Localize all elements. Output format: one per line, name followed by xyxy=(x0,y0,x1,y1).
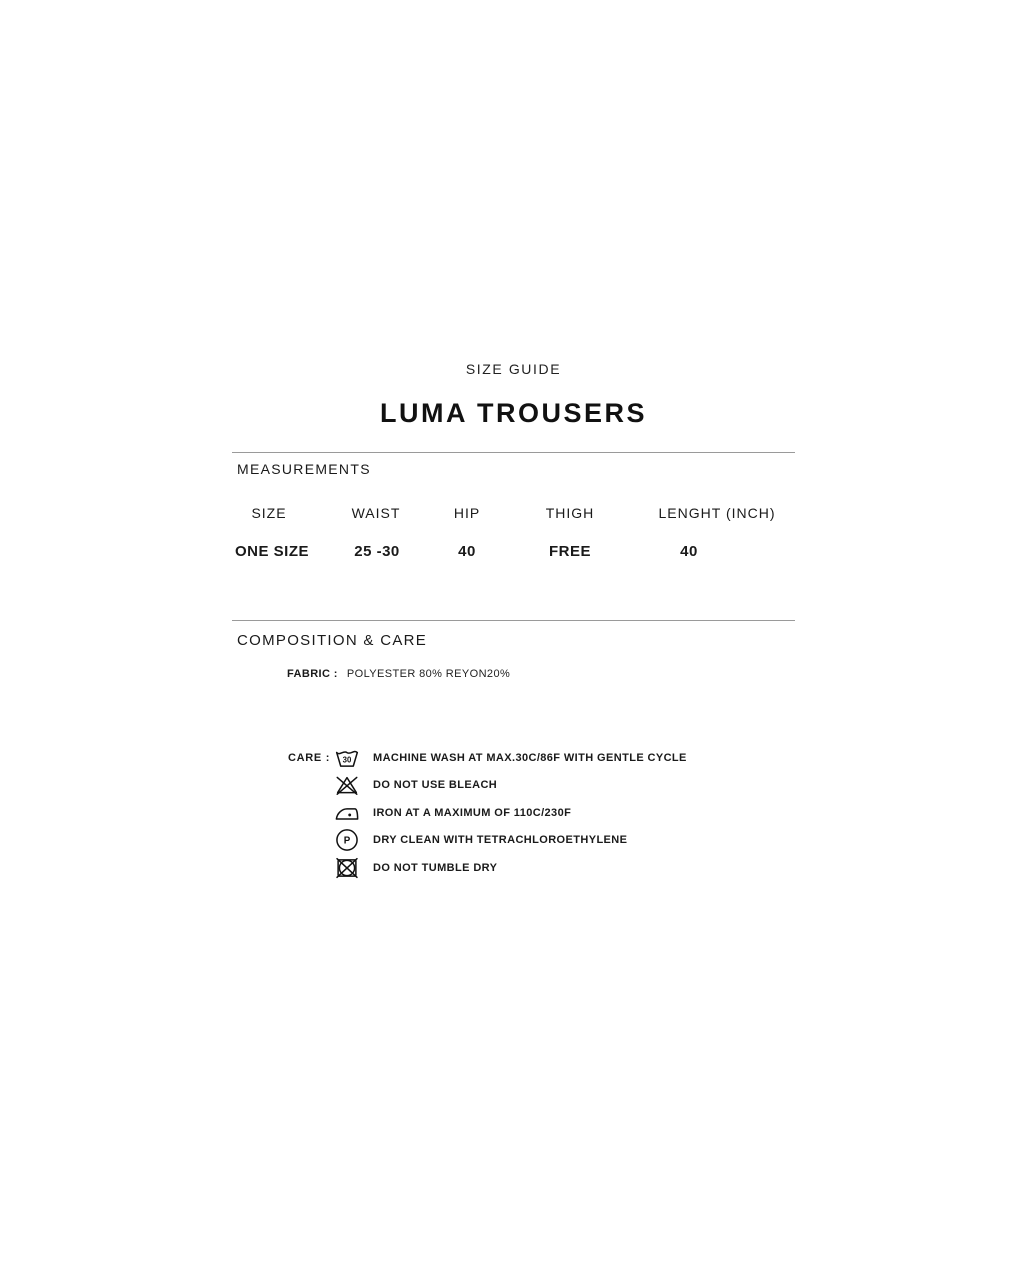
care-instruction-text: MACHINE WASH AT MAX.30C/86F WITH GENTLE CYCLE xyxy=(373,751,687,764)
value-size: ONE SIZE xyxy=(234,543,310,560)
fabric-label: FABRIC : xyxy=(287,668,338,680)
fabric-row xyxy=(287,668,510,680)
do-not-tumble-dry-icon xyxy=(332,855,362,881)
care-instruction-text: DRY CLEAN WITH TETRACHLOROETHYLENE xyxy=(373,834,628,847)
column-header-length: LENGHT (INCH) xyxy=(658,505,776,521)
fabric-value: POLYESTER 80% REYON20% xyxy=(346,668,511,680)
care-instruction-text: IRON AT A MAXIMUM OF 110C/230F xyxy=(373,806,572,819)
value-thigh: FREE xyxy=(548,543,592,560)
measurements-value-row xyxy=(232,543,795,561)
column-header-waist: WAIST xyxy=(351,505,401,521)
dry-clean-p-icon xyxy=(332,827,362,853)
value-hip: 40 xyxy=(458,543,476,560)
divider-top xyxy=(232,452,795,453)
product-title: LUMA TROUSERS xyxy=(380,398,647,428)
svg-text:30: 30 xyxy=(342,755,352,765)
care-row-iron xyxy=(332,799,687,827)
iron-low-heat-icon xyxy=(332,800,362,826)
do-not-bleach-icon xyxy=(332,772,362,798)
value-waist: 25 -30 xyxy=(354,543,400,560)
measurements-header-row xyxy=(232,505,795,523)
size-guide-content xyxy=(232,0,795,1280)
care-instruction-text: DO NOT TUMBLE DRY xyxy=(373,861,498,874)
measurements-heading: MEASUREMENTS xyxy=(237,461,371,477)
column-header-thigh: THIGH xyxy=(545,505,595,521)
divider-middle xyxy=(232,620,795,621)
care-row-machine-wash xyxy=(332,744,687,772)
svg-text:P: P xyxy=(343,835,351,847)
column-header-size: SIZE xyxy=(251,505,287,521)
care-label: CARE : xyxy=(288,752,331,764)
machine-wash-30-icon xyxy=(332,745,362,771)
size-guide-eyebrow: SIZE GUIDE xyxy=(465,361,562,377)
column-header-hip: HIP xyxy=(453,505,481,521)
care-instruction-list xyxy=(332,744,687,882)
care-instruction-text: DO NOT USE BLEACH xyxy=(373,779,498,792)
composition-care-heading: COMPOSITION & CARE xyxy=(237,632,428,649)
value-length: 40 xyxy=(680,543,698,560)
care-row-do-not-tumble-dry xyxy=(332,854,687,882)
care-row-do-not-bleach xyxy=(332,772,687,800)
care-row-dry-clean xyxy=(332,827,687,855)
